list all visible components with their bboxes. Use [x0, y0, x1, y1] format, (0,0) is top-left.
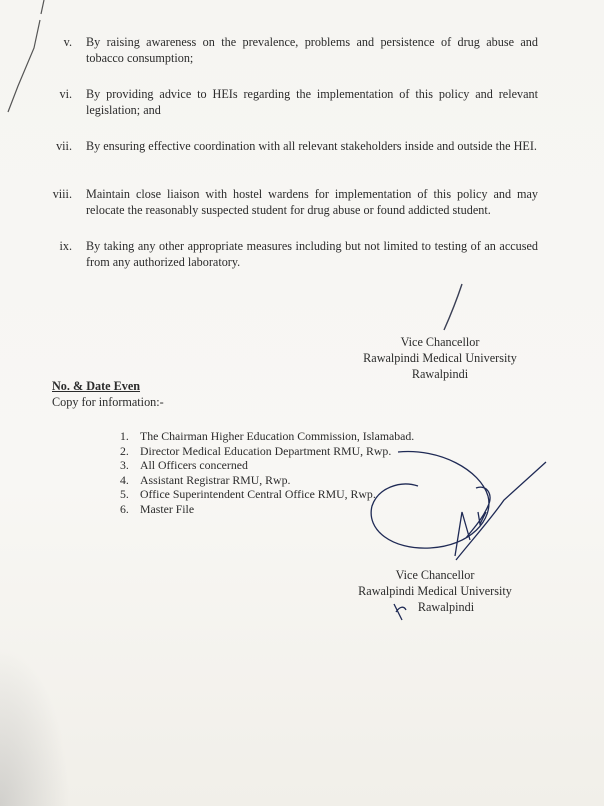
clause-vii [48, 138, 548, 172]
clause-text: By ensuring effective coordination with all relevant stakeholders inside and outside the HEI. [86, 139, 537, 153]
distribution-list [120, 429, 414, 517]
signatory-city: Rawalpindi [417, 600, 475, 614]
clause-v [48, 34, 548, 68]
list-item: 5. Office Superintendent Central Office RMU, Rwp. [120, 487, 376, 502]
list-item: 4. Assistant Registrar RMU, Rwp. [120, 472, 291, 487]
clause-number: vii. [56, 139, 72, 153]
signatory-city: Rawalpindi [411, 367, 469, 381]
signatory-organization: Rawalpindi Medical University [358, 584, 512, 598]
clause-viii [48, 186, 548, 220]
list-item: 2. Director Medical Education Department RMU, Rwp. [120, 443, 392, 458]
list-item: 1. The Chairman Higher Education Commission, Islamabad. [120, 429, 415, 443]
clause-number: v. [63, 35, 72, 49]
clause-vi [48, 86, 548, 120]
signatory-organization: Rawalpindi Medical University [363, 351, 517, 365]
list-item: 3. All Officers concerned [120, 458, 248, 473]
clause-number: ix. [59, 239, 72, 253]
margin-stroke [8, 0, 44, 112]
signatory-title: Vice Chancellor [395, 568, 475, 582]
paper-shadow [0, 646, 70, 806]
reference-heading: No. & Date Even [52, 379, 141, 393]
clause-text: Maintain close liaison with hostel wardens for implementation of this policy and may relocate the reasonably suspected student for drug abuse or found addicted student. [86, 187, 538, 217]
signature-block-2 [335, 567, 535, 615]
signature-block-1 [340, 334, 540, 382]
copy-for-information: Copy for information:- [52, 395, 164, 409]
signature-mark-1 [444, 284, 462, 330]
clause-number: vi. [59, 87, 72, 101]
clause-number: viii. [52, 187, 72, 201]
clause-text: By taking any other appropriate measures including but not limited to testing of an accused from any authorized laboratory. [86, 239, 538, 269]
signatory-title: Vice Chancellor [400, 335, 480, 349]
clause-text: By providing advice to HEIs regarding the implementation of this policy and relevant legislation; and [86, 87, 538, 117]
clause-ix [48, 238, 548, 272]
clause-text: By raising awareness on the prevalence, problems and persistence of drug abuse and tobacco consumption; [86, 35, 538, 65]
list-item: 6. Master File [120, 501, 195, 516]
